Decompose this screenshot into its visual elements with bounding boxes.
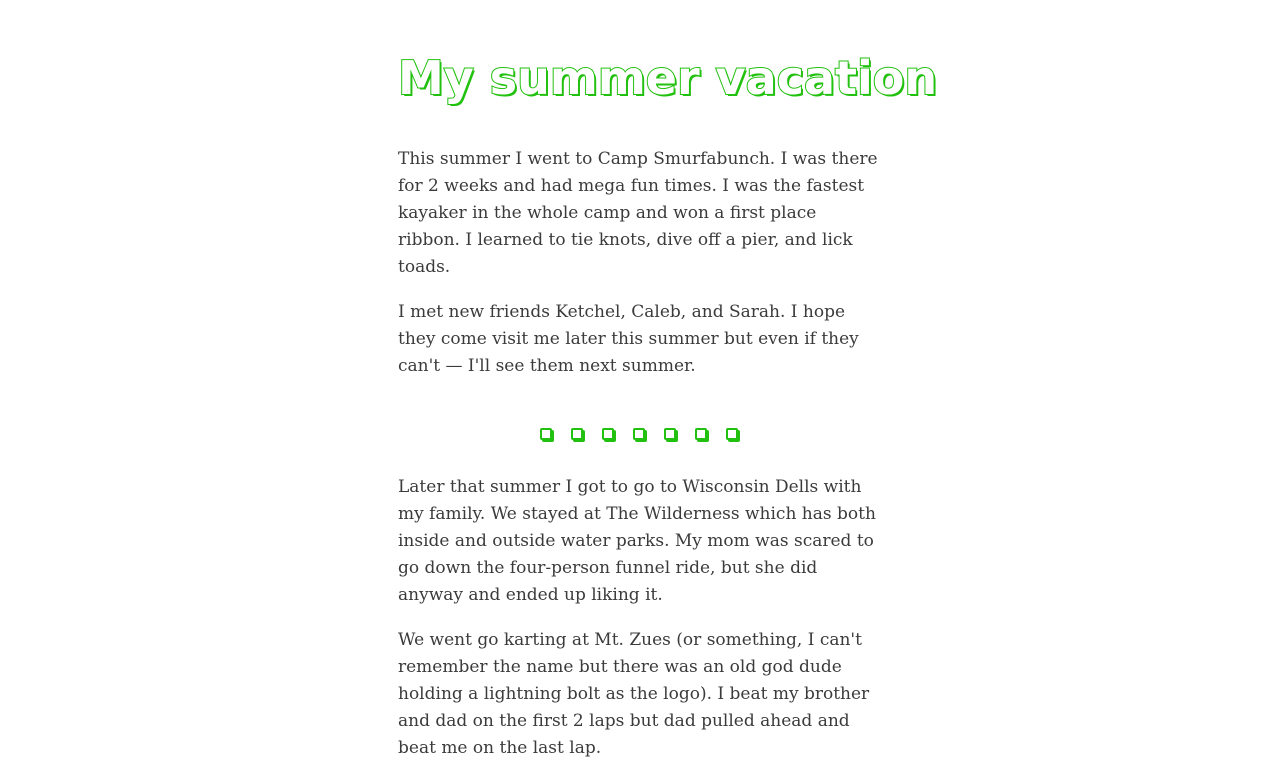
- square-ornament-icon: [695, 428, 707, 440]
- paragraph: This summer I went to Camp Smurfabunch. I was there for 2 weeks and had mega fun times. I was the fastest kayaker in the whole camp and won a first place ribbon. I learned to tie knots, dive off a pier, and lick toads.: [398, 149, 878, 277]
- square-ornament-icon: [726, 428, 738, 440]
- section-camp: [398, 146, 880, 380]
- page-title: My summer vacation: [398, 51, 938, 105]
- paragraph: We went go karting at Mt. Zues (or something, I can't remember the name but there was an old god dude holding a lightning bolt as the logo). I beat my brother and dad on the first 2 laps but dad pulled ahead and beat me on the last lap.: [398, 630, 870, 758]
- square-ornament-icon: [571, 428, 583, 440]
- square-ornament-icon: [664, 428, 676, 440]
- square-ornament-icon: [633, 428, 645, 440]
- article: [398, 0, 938, 762]
- square-ornament-icon: [540, 428, 552, 440]
- section-divider: [398, 414, 880, 454]
- square-ornament-icon: [602, 428, 614, 440]
- section-dells: [398, 474, 880, 762]
- paragraph: Later that summer I got to go to Wisconsin Dells with my family. We stayed at The Wilderness which has both inside and outside water parks. My mom was scared to go down the four-person funnel ride, but she did anyway and ended up liking it.: [398, 477, 876, 605]
- paragraph: I met new friends Ketchel, Caleb, and Sarah. I hope they come visit me later this summer but even if they can't — I'll see them next summer.: [398, 302, 859, 376]
